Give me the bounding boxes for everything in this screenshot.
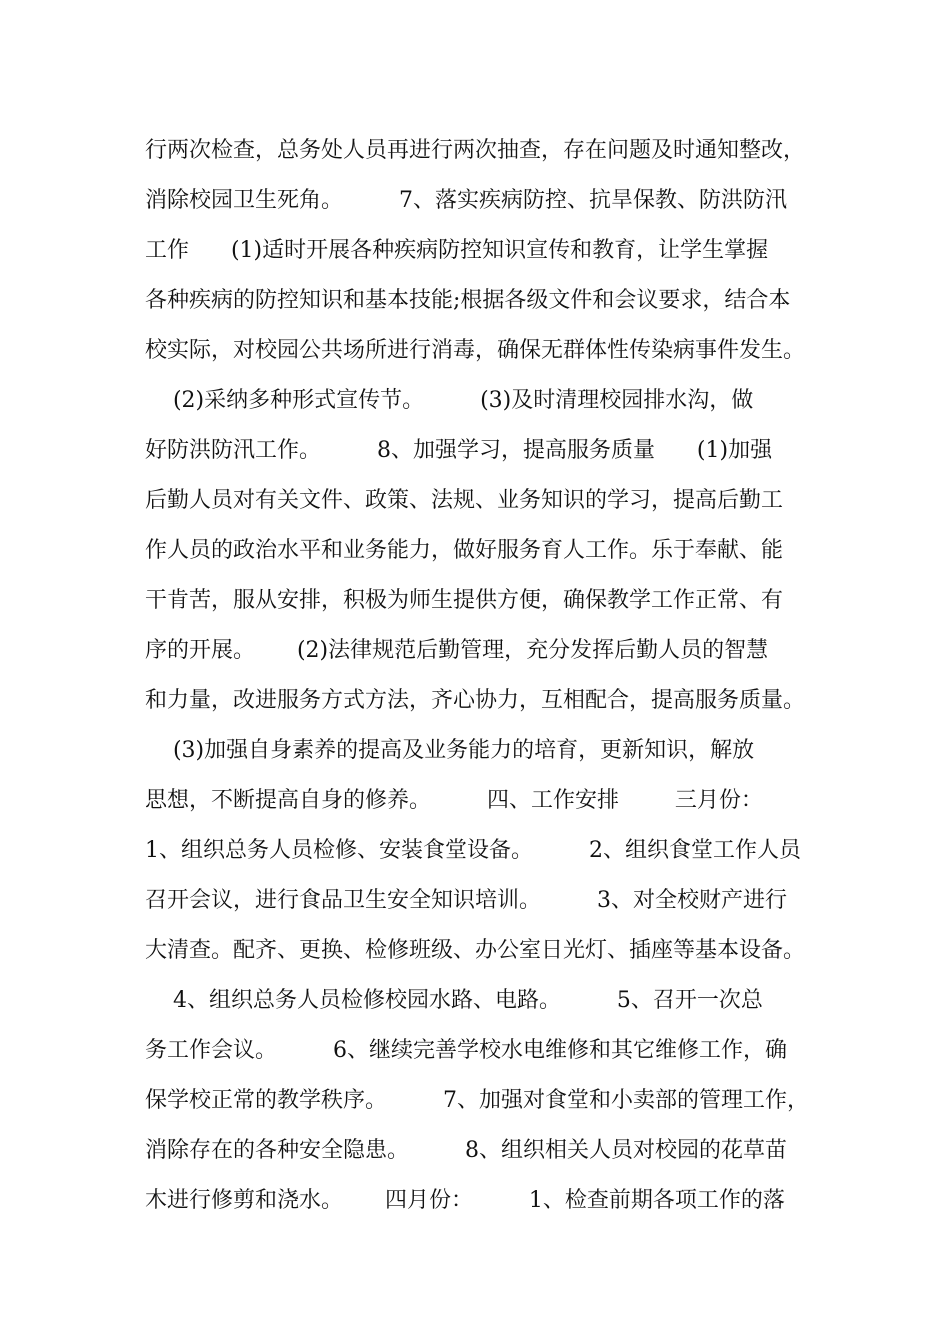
document-body	[145, 126, 825, 1226]
text-line: (3)加强自身素养的提高及业务能力的培育，更新知识，解放	[145, 738, 755, 763]
text-line: 4、组织总务人员检修校园水路、电路。 5、召开一次总	[145, 988, 763, 1013]
text-line: 工作 (1)适时开展各种疾病防控知识宣传和教育，让学生掌握	[145, 238, 769, 263]
text-line: 保学校正常的教学秩序。 7、加强对食堂和小卖部的管理工作，	[145, 1088, 809, 1113]
text-line: 作人员的政治水平和业务能力，做好服务育人工作。乐于奉献、能	[145, 538, 784, 563]
text-line: 后勤人员对有关文件、政策、法规、业务知识的学习，提高后勤工	[145, 488, 784, 513]
text-line: 校实际，对校园公共场所进行消毒，确保无群体性传染病事件发生。	[145, 338, 806, 363]
text-line: 各种疾病的防控知识和基本技能;根据各级文件和会议要求，结合本	[145, 288, 791, 313]
text-line: 务工作会议。 6、继续完善学校水电维修和其它维修工作，确	[145, 1038, 787, 1063]
text-line: 消除校园卫生死角。 7、落实疾病防控、抗旱保教、防洪防汛	[145, 188, 787, 213]
text-line: 1、组织总务人员检修、安装食堂设备。 2、组织食堂工作人员	[145, 838, 801, 863]
text-line: 好防洪防汛工作。 8、加强学习，提高服务质量 (1)加强	[145, 438, 773, 463]
text-line: (2)采纳多种形式宣传节。 (3)及时清理校园排水沟，做	[145, 388, 754, 413]
text-line: 木进行修剪和浇水。 四月份： 1、检查前期各项工作的落	[145, 1188, 785, 1213]
text-line: 思想，不断提高自身的修养。 四、工作安排 三月份：	[145, 788, 763, 813]
text-line: 干肯苦，服从安排，积极为师生提供方便，确保教学工作正常、有	[145, 588, 784, 613]
text-line: 消除存在的各种安全隐患。 8、组织相关人员对校园的花草苗	[145, 1138, 787, 1163]
text-line: 大清查。配齐、更换、检修班级、办公室日光灯、插座等基本设备。	[145, 938, 806, 963]
text-line: 和力量，改进服务方式方法，齐心协力，互相配合，提高服务质量。	[145, 688, 806, 713]
text-line: 行两次检查，总务处人员再进行两次抽查，存在问题及时通知整改，	[145, 138, 806, 163]
text-line: 序的开展。 (2)法律规范后勤管理，充分发挥后勤人员的智慧	[145, 638, 769, 663]
text-line: 召开会议，进行食品卫生安全知识培训。 3、对全校财产进行	[145, 888, 787, 913]
